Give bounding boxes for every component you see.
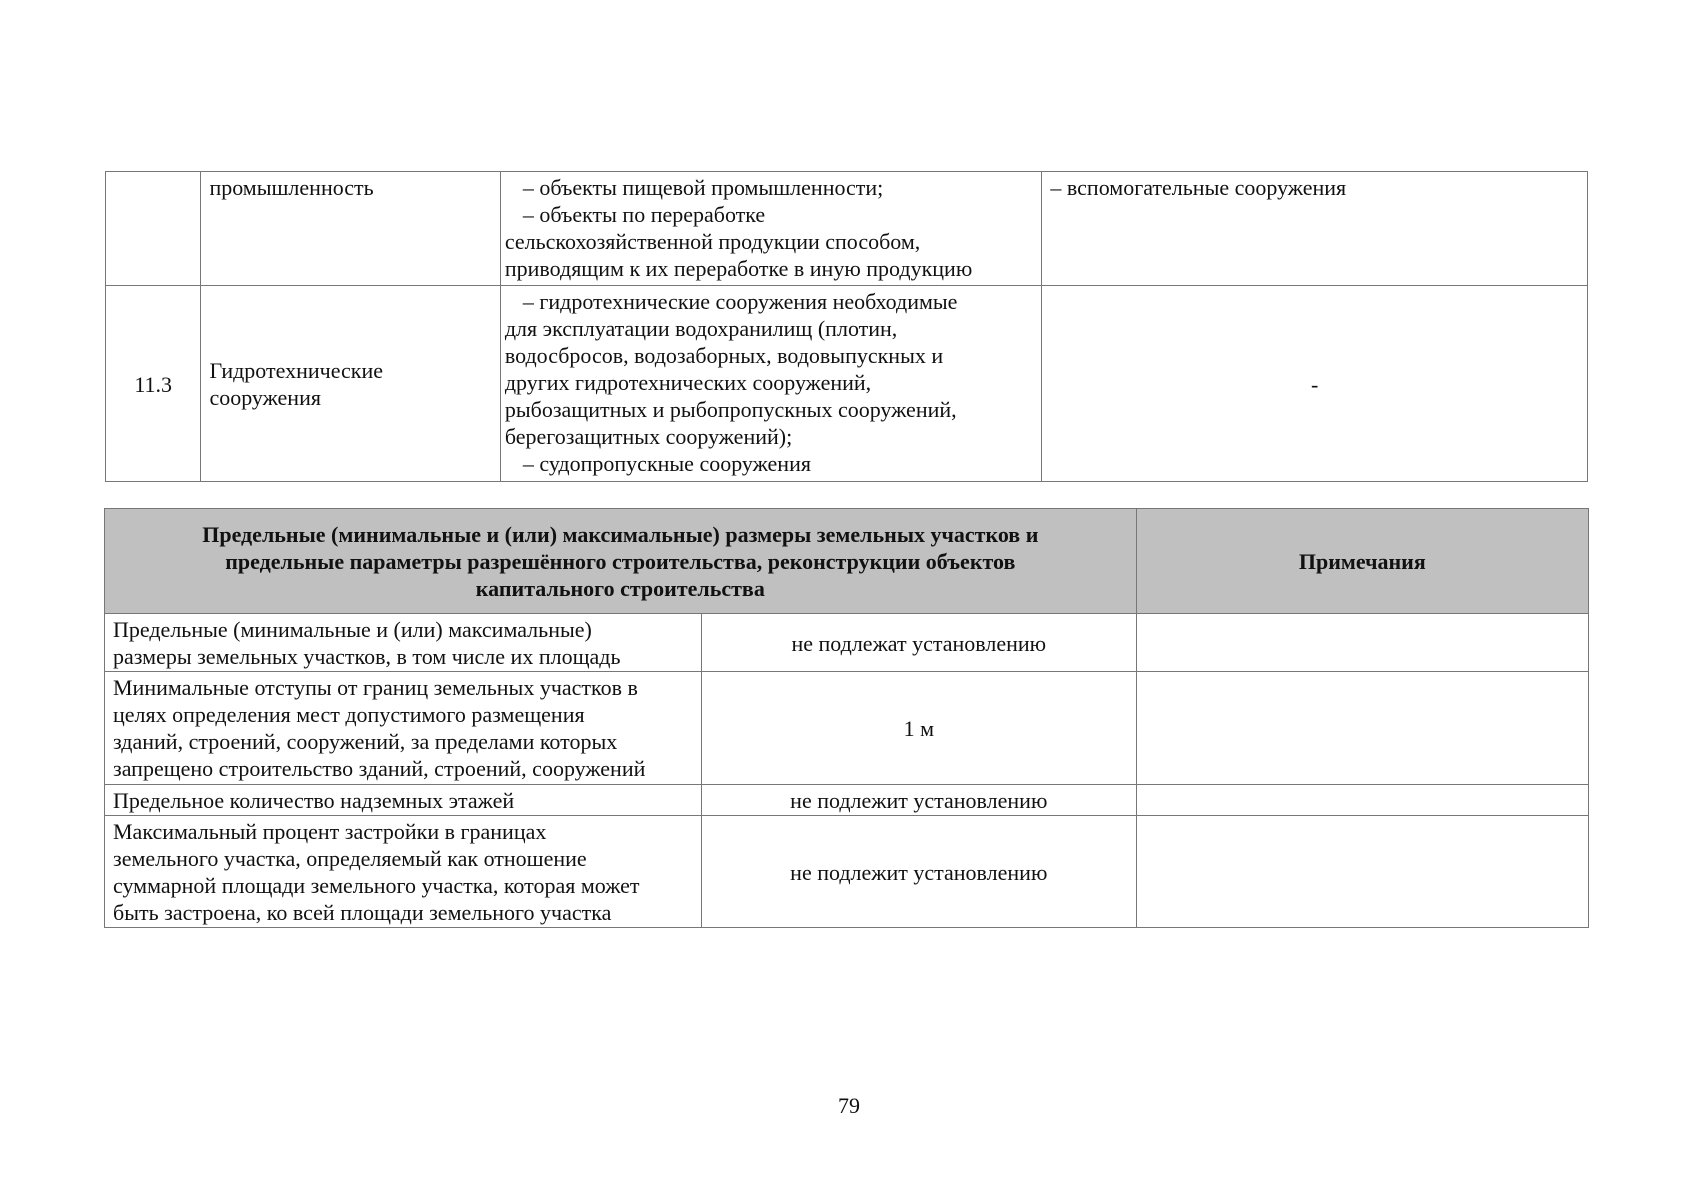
table-row [106,286,1588,482]
header-line: предельные параметры разрешённого строительства, реконструкции объектов [225,548,1016,574]
main-use-line: других гидротехнических сооружений, [504,370,872,395]
table-row [105,816,1589,928]
parameters-header-row [105,509,1589,614]
main-use-line: берегозащитных сооружений); [504,424,793,449]
notes-header-cell: Примечания [1136,509,1588,614]
main-use-line: рыбозащитных и рыбопропускных сооружений, [504,397,957,422]
main-use-line: – судопропускные сооружения [522,451,811,476]
parameter-value-cell: не подлежит установлению [701,816,1136,928]
parameter-label-line: запрещено строительство зданий, строений, сооружений [113,756,646,781]
parameter-label-line: Максимальный процент застройки в границах [113,819,547,844]
use-name-line: промышленность [209,175,374,200]
main-use-line: – объекты пищевой промышленности; [522,175,884,200]
parameter-label-line: целях определения мест допустимого размещения [113,702,585,727]
permitted-uses-table [105,171,1588,482]
parameter-label-line: размеры земельных участков, в том числе их площадь [113,644,621,669]
main-use-line: приводящим к их переработке в иную продукцию [504,256,973,281]
use-code-cell: 11.3 [106,286,201,482]
auxiliary-uses-cell [1042,172,1588,286]
parameter-label-line: зданий, строений, сооружений, за пределами которых [113,729,618,754]
parameters-header-cell [105,509,1137,614]
main-use-line: – гидротехнические сооружения необходимые [522,289,958,314]
parameter-label-cell [105,614,702,672]
parameter-note-cell [1136,614,1588,672]
main-use-line: для эксплуатации водохранилищ (плотин, [504,316,898,341]
table-row [106,172,1588,286]
table-row [105,785,1589,816]
parameter-value-cell: 1 м [701,672,1136,785]
parameter-label-line: земельного участка, определяемый как отношение [113,846,587,871]
main-use-line: сельскохозяйственной продукции способом, [504,229,921,254]
parameter-label-cell [105,816,702,928]
use-name-line: сооружения [209,385,321,410]
use-name-cell [201,172,500,286]
header-line: Предельные (минимальные и (или) максимальные) размеры земельных участков и [202,521,1039,547]
table-row [105,614,1589,672]
parameter-note-cell [1136,816,1588,928]
use-name-cell [201,286,500,482]
page-number: 79 [838,1093,860,1118]
parameter-label-cell [105,672,702,785]
parameter-label-line: суммарной площади земельного участка, которая может [113,873,640,898]
parameter-label-line: Предельные (минимальные и (или) максимальные) [113,617,592,642]
parameters-table [104,508,1589,928]
use-name-line: Гидротехнические [209,358,383,383]
auxiliary-use-line: – вспомогательные сооружения [1050,175,1347,200]
parameter-label-line: Предельное количество надземных этажей [113,788,515,813]
parameter-note-cell [1136,785,1588,816]
main-use-line: водосбросов, водозаборных, водовыпускных и [504,343,944,368]
parameter-value-cell: не подлежат установлению [701,614,1136,672]
main-use-line: – объекты по переработке [522,202,766,227]
parameter-label-cell [105,785,702,816]
parameter-value-cell: не подлежит установлению [701,785,1136,816]
main-uses-cell [500,286,1042,482]
auxiliary-uses-cell: - [1042,286,1588,482]
table-row [105,672,1589,785]
header-line: капитального строительства [475,575,765,601]
main-uses-cell [500,172,1042,286]
parameter-label-line: быть застроена, ко всей площади земельного участка [113,900,612,925]
use-code-cell [106,172,201,286]
parameter-label-line: Минимальные отступы от границ земельных участков в [113,675,638,700]
parameter-note-cell [1136,672,1588,785]
